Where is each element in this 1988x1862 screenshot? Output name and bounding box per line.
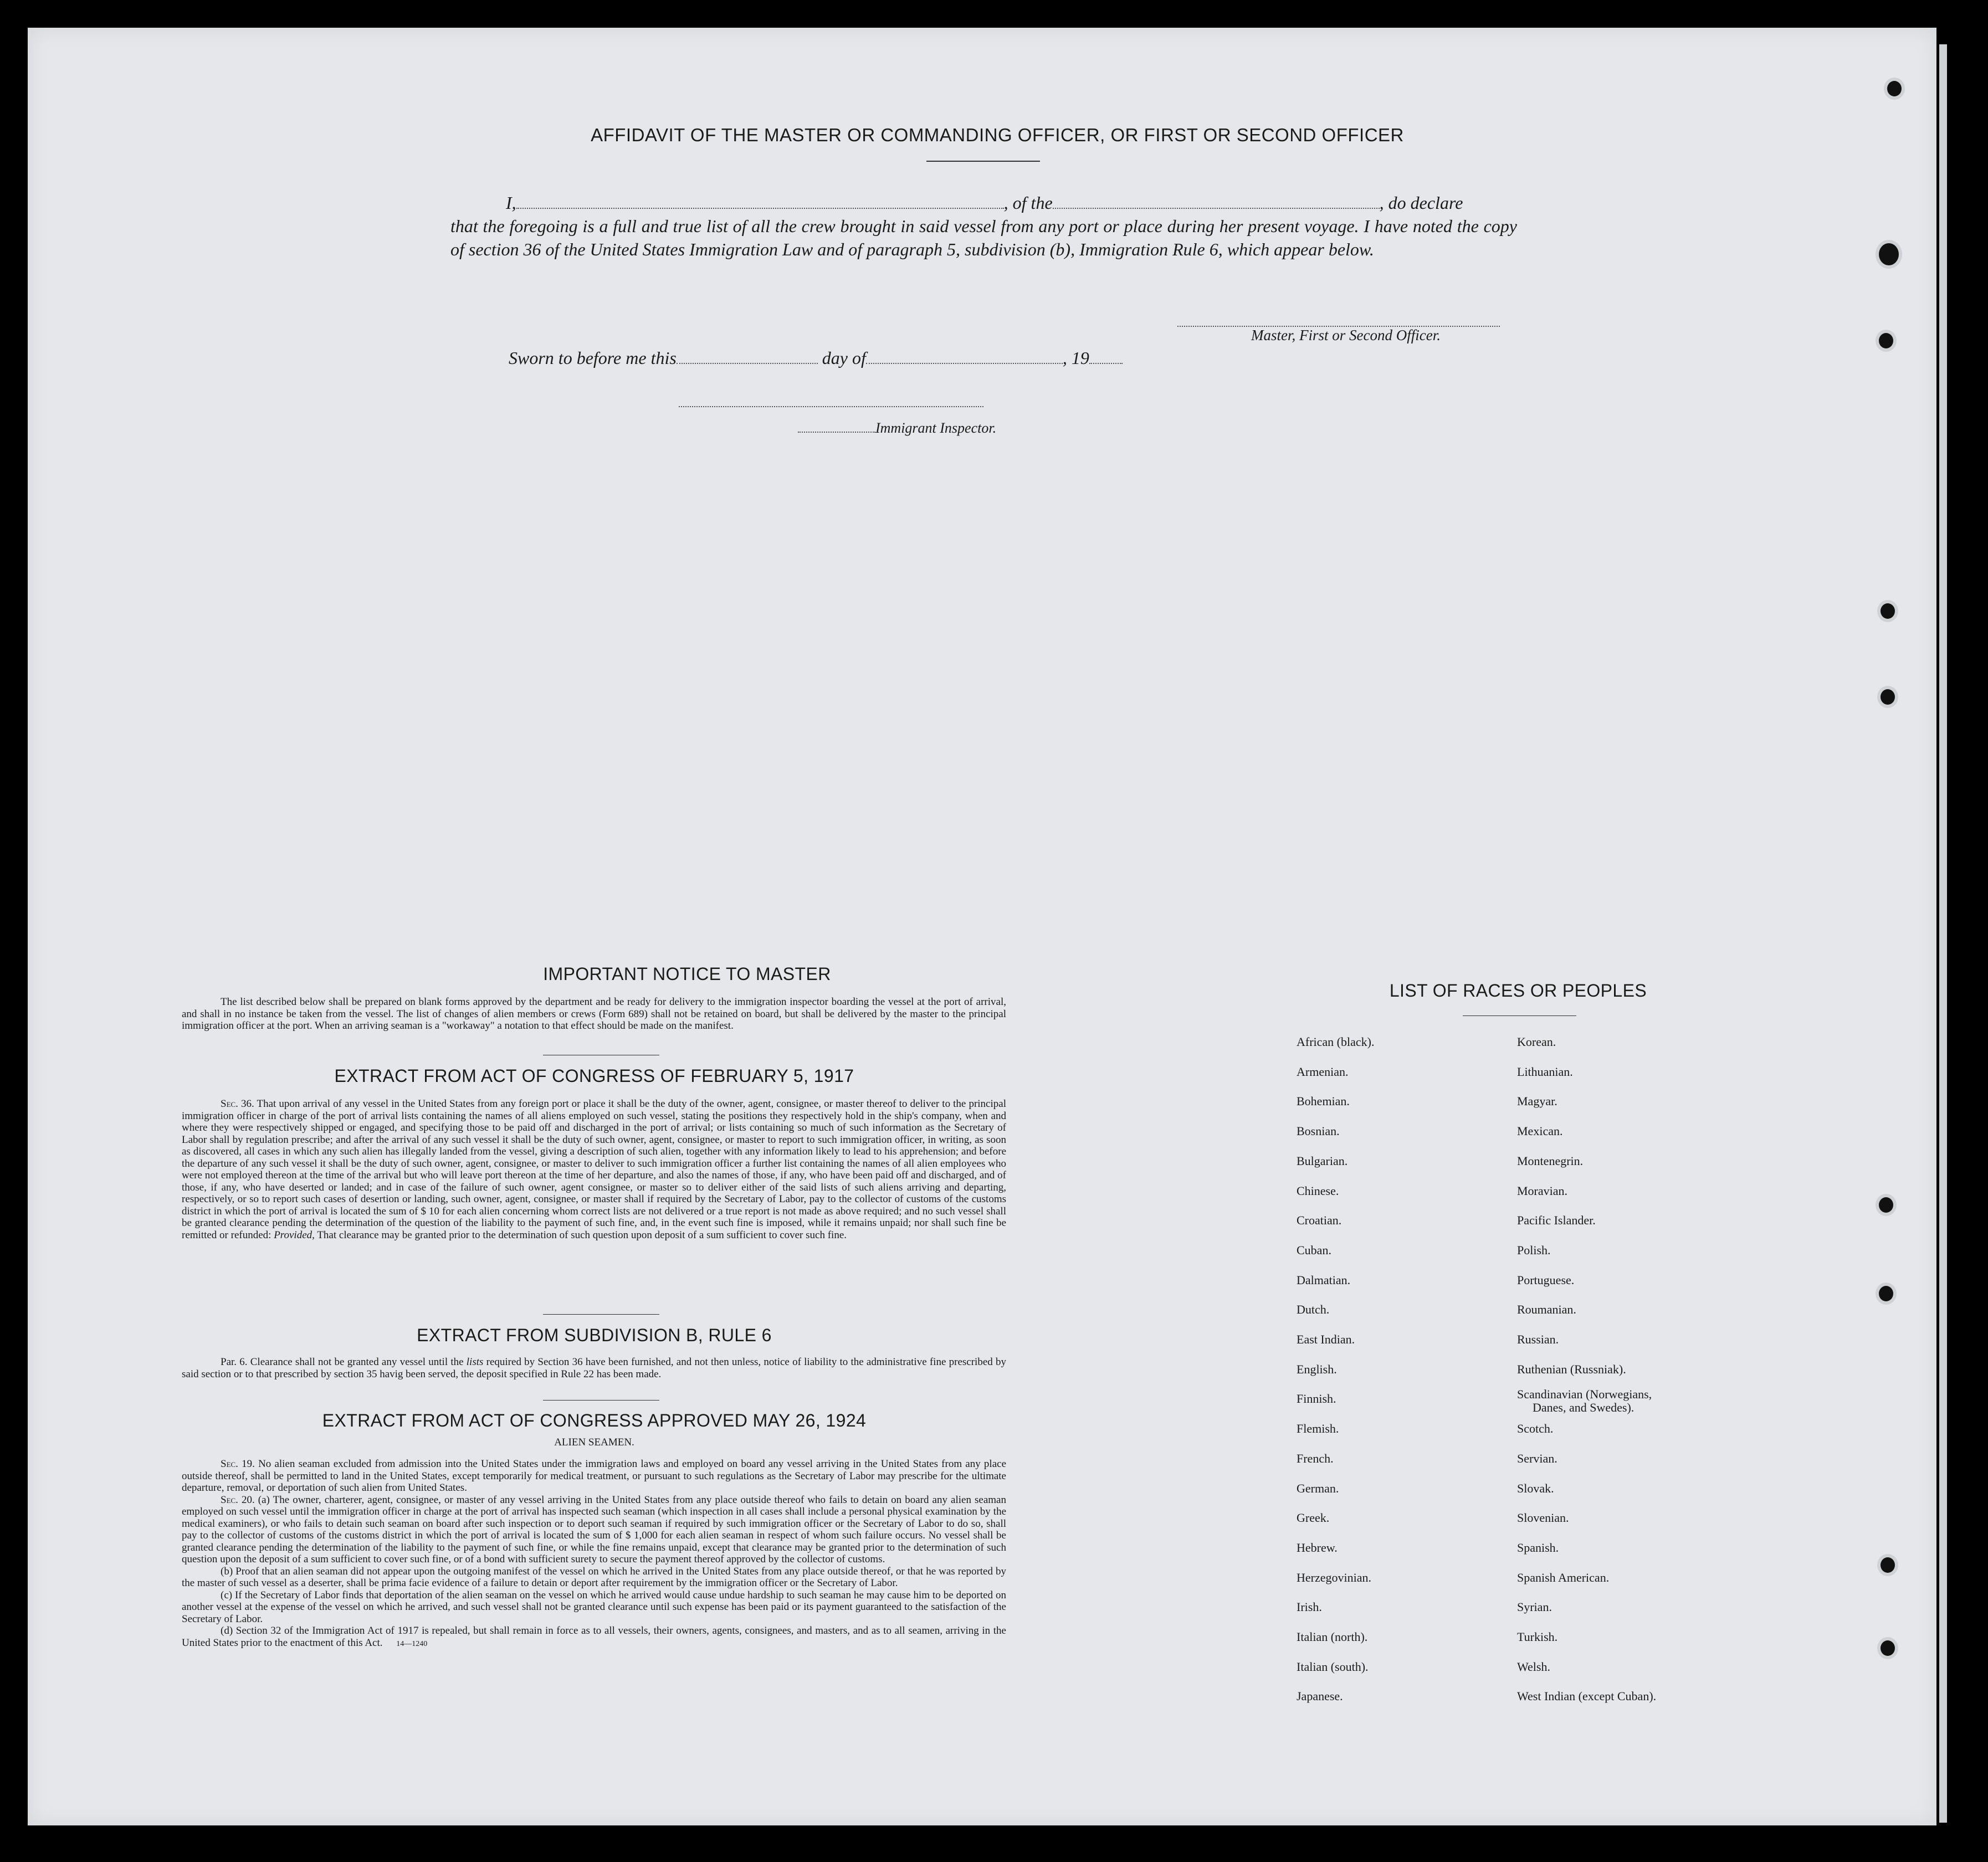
race-item: African (black). [1297,1035,1375,1049]
race-item: Bohemian. [1297,1094,1350,1109]
affidavit-of-the: , of the [1003,193,1053,213]
race-item: Japanese. [1297,1689,1343,1704]
sworn-year-field[interactable] [1089,350,1123,364]
divider [1463,1015,1576,1016]
race-item: West Indian (except Cuban). [1517,1689,1657,1704]
race-item: Bosnian. [1297,1124,1340,1138]
race-item: Hebrew. [1297,1540,1338,1555]
binder-hole [1876,1194,1897,1216]
notice-text: The list described below shall be prepared on blank forms approved by the department and be ready for delivery to the immigration inspector boarding the vessel at the port of arrival, and shall in no instance be taken from the vessel. The list of changes of alien members or crews (Form 689) shall not be retained on board, but shall be delivered by the master to the principal immigration officer at the port. When an arriving seaman is a "workaway" a notation to that effect should be made on the manifest. [182,996,1006,1032]
race-item: Armenian. [1297,1064,1349,1079]
race-item: Korean. [1517,1035,1556,1049]
race-item: Italian (south). [1297,1659,1369,1674]
race-item: Bulgarian. [1297,1153,1348,1168]
extract-1917-title: EXTRACT FROM ACT OF CONGRESS OF FEBRUARY 5, 1917 [334,1066,854,1086]
race-item: Portuguese. [1517,1273,1575,1287]
rule6-text-a: Par. 6. Clearance shall not be granted any vessel until the [221,1356,464,1368]
affidavit-title: AFFIDAVIT OF THE MASTER OR COMMANDING OFFICER, OR FIRST OR SECOND OFFICER [591,125,1404,145]
extract-1924-text [182,1458,1006,1650]
race-item: Roumanian. [1517,1302,1576,1317]
race-item: Spanish. [1517,1540,1559,1555]
race-item: Moravian. [1517,1183,1568,1198]
sworn-line [509,348,1123,368]
form-number: 14—1240 [396,1639,428,1648]
race-item: Spanish American. [1517,1570,1610,1584]
races-title: LIST OF RACES OR PEOPLES [1389,981,1647,1001]
sec36-label: Sec. 36. [221,1098,254,1110]
race-item: Syrian. [1517,1600,1552,1614]
race-item: French. [1297,1451,1334,1465]
extract-rule6-text [182,1356,1006,1380]
race-item: German. [1297,1481,1339,1495]
rule6-text-b: required by Section 36 have been furnished, and not then unless, notice of liability to the administrative fine prescribed by said section or to that prescribed by section 35 havig been served, the deposit specified in Rule 22 has been made. [182,1356,1006,1380]
sec20a-text: (a) The owner, charterer, agent, consignee, or master of any vessel arriving in the United States from any place outside thereof who fails to detain on board any alien seaman employed on such vessel until the immigration officer in charge at the port of arrival has inspected such seaman (which inspection in all cases shall include a personal physical examination by the medical examiners), or who fails to detain such seaman on board after such inspection or to deport such seaman if required by such immigration officer or the Secretary of Labor to do so, shall pay to the collector of customs of the customs district in which the port of arrival is located the sum of $ 1,000 for each alien seaman in respect of whom such failure occurs. No vessel shall be granted clearance pending the determination of the liability to the payment of such fine, or while the fine remains unpaid, except that clearance may be granted prior to the determination of such question upon the deposit of a sum sufficient to cover such fine, or of a bond with sufficient surety to secure the payment thereof approved by the collector of customs. [182,1494,1006,1565]
race-item: Polish. [1517,1243,1551,1257]
race-item: Montenegrin. [1517,1153,1584,1168]
binder-hole [1884,78,1905,100]
inspector-dots [798,422,875,433]
name-field[interactable] [516,194,1004,209]
divider [543,1314,659,1315]
race-item: Mexican. [1517,1124,1563,1138]
sec36-text: That upon arrival of any vessel in the United States from any foreign port or place it shall be the duty of the owner, agent, consignee, or master thereof to deliver to the principal immigration officer in charge of the port of arrival lists containing the names of all aliens employed on such vessel, stating the positions they respectively hold in the ship's company, when and where they were respectively shipped or engaged, and specifying those to be paid off and discharged in the port of arrival; or lists containing so much of such information as the Secretary of Labor shall by regulation prescribe; and after the arrival of any such vessel it shall be the duty of such owner, agent, consignee, or master to report to such immigration officer, in writing, as soon as discovered, all cases in which any such alien has illegally landed from the vessel, giving a description of such alien, together with any information likely to lead to his apprehension; and before the departure of any such vessel it shall be the duty of such owner, agent, consignee, or master to deliver to such immigration officer a further list containing the names of all alien employees who were not employed thereon at the time of the arrival but who will leave port thereon at the time of her departure, and also the names of those, if any, who have been paid off and discharged, and of those, if any, who have deserted or landed; and in case of the failure of such owner, agent consignee, or master so to deliver either of the said lists of such aliens arriving and departing, respectively, or so to report such cases of desertion or landing, such owner, agent, consignee, or master shall if required by the Secretary of Labor, pay to the collector of customs of the customs district in which the port of arrival is located the sum of $ 10 for each alien concerning whom correct lists are not delivered or a true report is not made as above required; and no such vessel shall be granted clearance pending the determination of the question of the liability to the payment of such fine, and, in the event such fine is imposed, while it remains unpaid; nor shall such fine be remitted or refunded: [182,1098,1006,1241]
race-item: Russian. [1517,1332,1559,1346]
binder-hole [1877,1637,1898,1659]
race-item: Slovak. [1517,1481,1554,1495]
race-item: Magyar. [1517,1094,1557,1109]
race-item: Flemish. [1297,1422,1339,1436]
sec20b-text: (b) Proof that an alien seaman did not appear upon the outgoing manifest of the vessel on which he arrived in the United States from any place outside thereof, or that he was reported by the master of such vessel as a deserter, shall be prima facie evidence of a failure to detain or deport after requirement by the immigration officer or the Secretary of Labor. [182,1565,1006,1589]
inspector-signature-line[interactable] [679,406,983,407]
race-item: Servian. [1517,1451,1557,1465]
divider [926,161,1040,162]
affidavit-i: I, [506,193,516,213]
affidavit-text: that the foregoing is a full and true list of all the crew brought in said vessel from any port or place during her present voyage. I have noted the copy of section 36 of the United States Immigration Law and of paragraph 5, subdivision (b), Immigration Rule 6, which appear below. [450,216,1517,259]
inspector-label [798,420,996,437]
race-item: Welsh. [1517,1659,1550,1674]
extract-1924-title: EXTRACT FROM ACT OF CONGRESS APPROVED MAY 26, 1924 [322,1410,867,1430]
race-item: Greek. [1297,1511,1330,1525]
race-item: Herzegovinian. [1297,1570,1371,1584]
sworn-label: Sworn to before me this [509,348,677,368]
year-label: , 19 [1062,348,1089,368]
binder-hole [1876,330,1897,352]
rule6-lists: lists [466,1356,484,1368]
binder-hole [1877,686,1898,708]
extract-1924-subtitle: ALIEN SEAMEN. [554,1437,634,1448]
race-item: Croatian. [1297,1213,1342,1228]
sworn-day-field[interactable] [677,350,818,364]
master-signature-label: Master, First or Second Officer. [1251,327,1441,343]
race-item: Ruthenian (Russniak). [1517,1362,1626,1376]
race-item: Dutch. [1297,1302,1330,1317]
affidavit-do-declare: , do declare [1379,193,1463,213]
binder-hole [1876,1283,1897,1305]
race-item: East Indian. [1297,1332,1355,1346]
sec20c-text: (c) If the Secretary of Labor finds that deportation of the alien seaman on the vessel on which he arrived would cause undue hardship to such seaman he may cause him to be deported on another vessel at the expense of the vessel on which he arrived, and such vessel shall not be granted clearance until such expense has been paid or its payment guaranteed to the satisfaction of the Secretary of Labor. [182,1589,1006,1625]
inspector-text: Immigrant Inspector. [875,420,997,436]
notice-title: IMPORTANT NOTICE TO MASTER [543,964,831,984]
provided-label: Provided, [274,1229,315,1241]
race-item: Finnish. [1297,1392,1336,1406]
race-item-continuation: Danes, and Swedes). [1533,1401,1635,1415]
race-item: English. [1297,1362,1337,1376]
sec20d-text: (d) Section 32 of the Immigration Act of 1917 is repealed, but shall remain in force as to all vessels, their owners, agents, consignees, and masters, and as to all seamen, arriving in the United States prior to the enactment of this Act. [182,1625,1006,1649]
race-item: Slovenian. [1517,1511,1569,1525]
extract-1917-text [182,1098,1006,1241]
sheet-edge [1939,44,1947,1823]
race-item: Dalmatian. [1297,1273,1351,1287]
race-item: Irish. [1297,1600,1322,1614]
race-item: Italian (north). [1297,1630,1368,1644]
races-col1 [1297,1035,1507,1722]
day-of-label: day of [822,348,866,368]
sec19-label: Sec. 19. [221,1458,255,1470]
sec20-label: Sec. 20. [221,1494,255,1506]
race-item: Scotch. [1517,1422,1554,1436]
divider [543,1400,659,1401]
race-item: Turkish. [1517,1630,1558,1644]
sec19-text: No alien seaman excluded from admission into the United States under the immigration laws and employed on board any vessel arriving in the United States from any place outside thereof, shall be permitted to land in the United States, except temporarily for medical treatment, or pursuant to such regulations as the Secretary of Labor may prescribe for the ultimate departure, removal, or deportation of such alien from United States. [182,1458,1006,1494]
race-item: Cuban. [1297,1243,1331,1257]
vessel-field[interactable] [1053,194,1380,209]
sec36-text-end: That clearance may be granted prior to the determination of such question upon deposit of a sum sufficient to cover such fine. [317,1229,847,1241]
extract-rule6-title: EXTRACT FROM SUBDIVISION B, RULE 6 [417,1325,772,1345]
races-col2 [1517,1035,1750,1722]
binder-hole [1877,600,1898,622]
race-item: Scandinavian (Norwegians, [1517,1387,1652,1402]
binder-hole [1877,1554,1898,1576]
sworn-month-field[interactable] [866,350,1063,364]
race-item: Pacific Islander. [1517,1213,1596,1228]
affidavit-body [450,191,1517,261]
binder-hole [1876,240,1902,269]
race-item: Chinese. [1297,1183,1339,1198]
race-item: Lithuanian. [1517,1064,1573,1079]
